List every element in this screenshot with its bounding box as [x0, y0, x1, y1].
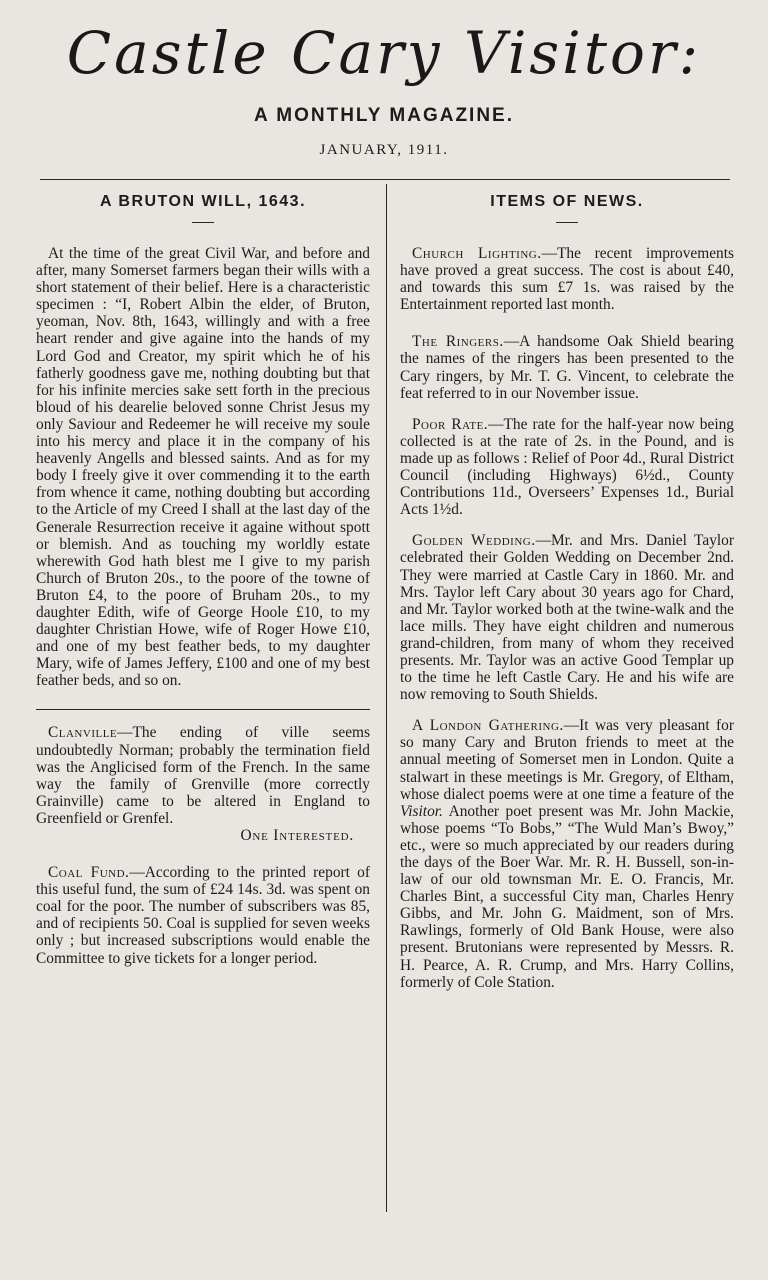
golden-wedding-paragraph	[400, 532, 734, 703]
masthead-subtitle: A MONTHLY MAGAZINE.	[253, 105, 515, 126]
golden-wedding-text: —Mr. and Mrs. Daniel Taylor celebrated their Golden Wedding on December 2nd. They were married at Castle Cary in 1860. Mr. and Mrs. Taylor left Cary about 30 years ago for Chard, and Mr. Taylor worked both at the twine-walk and the lace mills. They have eight children and numerous grand-children, from many of whom they received presents. Mr. Taylor was an active Good Templar up to the time he left Castle Cary. He and his wife are now removing to South Shields.	[400, 532, 734, 704]
church-lighting-paragraph	[400, 245, 734, 313]
london-gathering-lead: A London Gathering.	[412, 717, 564, 735]
heading-rule	[556, 222, 578, 223]
visitor-title: Visitor.	[400, 802, 443, 820]
section-rule	[36, 709, 370, 710]
church-lighting-lead: Church Lighting.	[412, 245, 542, 262]
left-column	[36, 188, 370, 967]
london-gathering-text: —It was very pleasant for so many Cary and Bruton friends to meet at the annual meeting of Somerset men in London. Quite a stalwart in these meetings is Mr. Gregory, of Eltham, whose dialect poems were at one time a feature of the	[400, 717, 734, 803]
coal-fund-text: —According to the printed report of this useful fund, the sum of £24 14s. 3d. was spent on coal for the poor. The number of subscribers was 85, and of recipients 50. Coal is supplied for seven weeks only ; but increased subscriptions would enable the Committee to give tickets for a longer period.	[36, 864, 370, 967]
poor-rate-lead: Poor Rate.	[412, 415, 489, 433]
bruton-will-heading: A BRUTON WILL, 1643.	[99, 193, 307, 210]
clanville-lead: Clanville	[48, 724, 118, 742]
coal-fund-lead: Coal Fund.	[48, 864, 130, 882]
church-lighting-text: —The recent improvements have proved a great success. The cost is about £40, and towards this sum £7 1s. was raised by the Entertainment reported last month.	[400, 245, 734, 314]
poor-rate-paragraph	[400, 416, 734, 519]
ringers-paragraph	[400, 333, 734, 401]
poor-rate-text: —The rate for the half-year now being collected is at the rate of 2s. in the Pound, and is made up as follows : Relief of Poor 4d., Rural District Council (including Highways) 6½d., County Contributions 11d., Overseers’ Expenses 1d., Burial Acts 1½d.	[400, 415, 734, 519]
london-gathering-text-2: Another poet present was Mr. John Mackie, whose poems “To Bobs,” “The Wuld Man’s Bwoy,” etc., were so much appreciated by our readers during the days of the Boer War. Mr. R. H. Bussell, son-in-law of our old townsman Mr. E. O. Francis, Mr. Charles Bint, a successful City man, Charles Henry Gibbs, and Mr. John G. Maidment, son of Mrs. Rawlings, formerly of Old Bank House, were also present. Brutonians were represented by Messrs. R. H. Pearce, A. R. Crump, and Mrs. Harry Collins, formerly of Cole Station.	[400, 802, 734, 991]
coal-fund-paragraph	[36, 864, 370, 967]
column-divider	[386, 184, 387, 1212]
masthead-title: Castle Cary Visitor:	[66, 19, 702, 87]
heading-rule	[192, 222, 214, 223]
bruton-will-text: At the time of the great Civil War, and before and after, many Somerset farmers began their wills with a short statement of their belief. Here is a characteristic specimen : “I, Robert Albin the elder, of Bruton, yeoman, Nov. 8th, 1643, willingly and with a free heart render and give againe into the hands of my Lord God and Creator, my spirit which he of his fatherly goodness gave me, nothing doubting but that for his infinite mercies sake sett forth in the precious bloud of his dearelie beloved sonne Christ Jesus my only Saviour and Redeemer he will receive my soule into his mercy and place it in the company of his heavenly Angells and blessed saints. And as for my body I freely give it over commending it to the earth from whence it came, nothing doubting but according to the Article of my Creed I shall at the last day of the Generale Resurrection receive it againe without spott or blemish. And as touching my worldly estate wherewith God hath blest me I give to my parish Church of Bruton 20s., to the poore of the towne of Bruton £4, to the poore of Bruham 20s., to my daughter Edith, wife of George Hoole £10, to my daughter Christian Howe, wife of Roger Howe £10, and one of my best feather beds, to my daughter Mary, wife of James Jeffery, £100 and one of my best feather beds, and so on.	[36, 245, 370, 690]
header-rule	[40, 179, 730, 180]
london-gathering-paragraph	[400, 717, 734, 991]
items-of-news-heading: ITEMS OF NEWS.	[490, 193, 644, 210]
issue-date: JANUARY, 1911.	[319, 142, 449, 158]
golden-wedding-lead: Golden Wedding.	[412, 532, 536, 550]
clanville-text: —The ending of ville seems undoubtedly Norman; probably the termination field was the Anglicised form of the French. In the same way the family of Grenville (more correctly Grainville) came to be altered in England to Greenfield or Grenfel.	[36, 724, 370, 827]
signature: One Interested.	[240, 827, 354, 844]
clanville-paragraph	[36, 724, 370, 827]
right-column	[400, 188, 734, 991]
ringers-lead: The Ringers.	[412, 333, 504, 351]
ringers-text: —A handsome Oak Shield bearing the names of the ringers has been presented to the Cary ringers, by Mr. T. G. Vincent, to celebrate the feat referred to in our November issue.	[400, 333, 734, 402]
